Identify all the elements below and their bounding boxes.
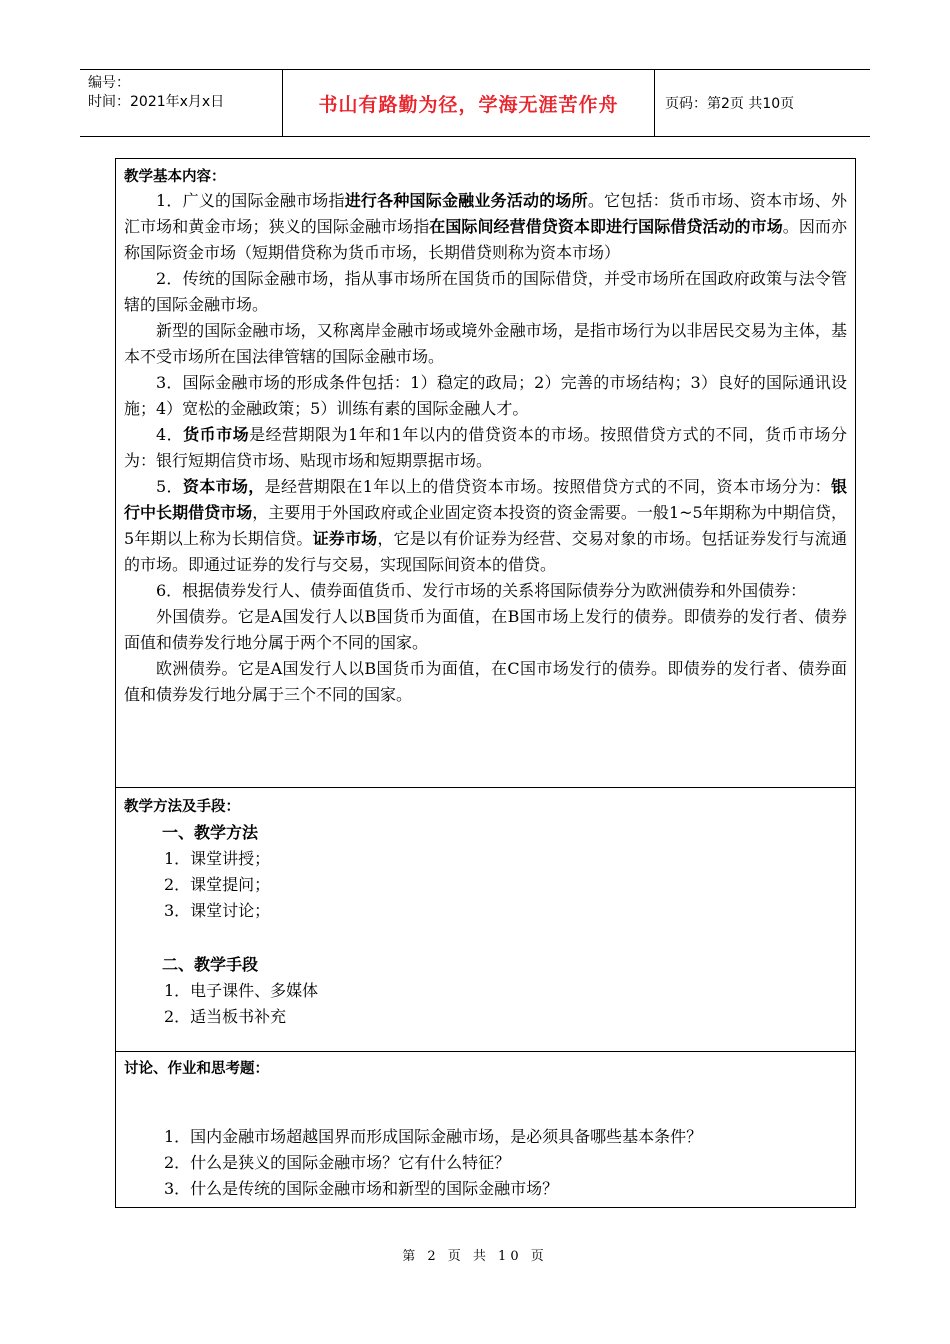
section-title-content: 教学基本内容：	[124, 169, 226, 185]
section-title-method: 教学方法及手段：	[124, 799, 240, 815]
list-item: 2．课堂提问；	[164, 875, 271, 894]
paragraph-4: 3．国际金融市场的形成条件包括：1）稳定的政局；2）完善的市场结构；3）良好的国际通讯设施；4）宽松的金融政策；5）训练有素的国际金融人才。	[124, 373, 847, 418]
section-discussion	[116, 1052, 855, 1206]
page-footer: 第 2 页 共 10 页	[402, 1249, 548, 1264]
paragraph-2: 2．传统的国际金融市场，指从事市场所在国货币的国际借贷，并受市场所在国政府政策与法令管辖的国际金融市场。	[124, 269, 847, 314]
paragraph-9: 欧洲债券。它是A国发行人以B国货币为面值，在C国市场发行的债券。即债券的发行者、债券面值和债券发行地分属于三个不同的国家。	[124, 659, 847, 704]
paragraph-7: 6．根据债券发行人、债券面值货币、发行市场的关系将国际债券分为欧洲债券和外国债券：	[156, 581, 807, 600]
question-item: 3．什么是传统的国际金融市场和新型的国际金融市场？	[164, 1179, 559, 1198]
question-item: 2．什么是狭义的国际金融市场？它有什么特征？	[164, 1153, 511, 1172]
section-teaching-content	[116, 159, 855, 788]
document-time-label: 时间：2021年x月x日	[88, 94, 225, 110]
subheading-means: 二、教学手段	[162, 955, 259, 974]
question-item: 1．国内金融市场超越国界而形成国际金融市场，是必须具备哪些基本条件？	[164, 1127, 703, 1146]
header-motto-cell	[283, 70, 655, 136]
subheading-method: 一、教学方法	[162, 823, 259, 842]
document-number-label: 编号：	[88, 75, 130, 91]
paragraph-3: 新型的国际金融市场，又称离岸金融市场或境外金融市场，是指市场行为以非居民交易为主体，基本不受市场所在国法律管辖的国际金融市场。	[124, 321, 847, 366]
header-page-info: 页码：第2页 共10页	[665, 96, 795, 112]
header-meta	[80, 70, 283, 136]
list-item: 2．适当板书补充	[164, 1007, 287, 1026]
paragraph-6: 5．资本市场，是经营期限在1年以上的借贷资本市场。按照借贷方式的不同，资本市场分为：银行中长期借贷市场，主要用于外国政府或企业固定资本投资的资金需要。一般1~5年期称为中期信贷，5年期以上称为长期信贷。证券市场，它是以有价证券为经营、交易对象的市场。包括证券发行与流通的市场。即通过证券的发行与交易，实现国际间资本的借贷。	[124, 477, 847, 574]
list-item: 1．课堂讲授；	[164, 849, 271, 868]
lesson-table	[115, 158, 856, 1208]
section-teaching-method	[116, 788, 855, 1052]
paragraph-8: 外国债券。它是A国发行人以B国货币为面值，在B国市场上发行的债券。即债券的发行者、债券面值和债券发行地分属于两个不同的国家。	[124, 607, 847, 652]
paragraph-5: 4．货币市场是经营期限为1年和1年以内的借贷资本的市场。按照借贷方式的不同，货币市场分为：银行短期信贷市场、贴现市场和短期票据市场。	[124, 425, 847, 470]
paragraph-1: 1．广义的国际金融市场指进行各种国际金融业务活动的场所。它包括：货币市场、资本市场、外汇市场和黄金市场；狭义的国际金融市场指在国际间经营借贷资本即进行国际借贷活动的市场。因而亦称国际资金市场（短期借贷称为货币市场，长期借贷则称为资本市场）	[124, 191, 847, 262]
header-motto: 书山有路勤为径，学海无涯苦作舟	[318, 93, 619, 116]
list-item: 1．电子课件、多媒体	[164, 981, 319, 1000]
list-item: 3．课堂讨论；	[164, 901, 271, 920]
document-header	[80, 69, 870, 137]
section-title-discussion: 讨论、作业和思考题：	[124, 1061, 269, 1077]
